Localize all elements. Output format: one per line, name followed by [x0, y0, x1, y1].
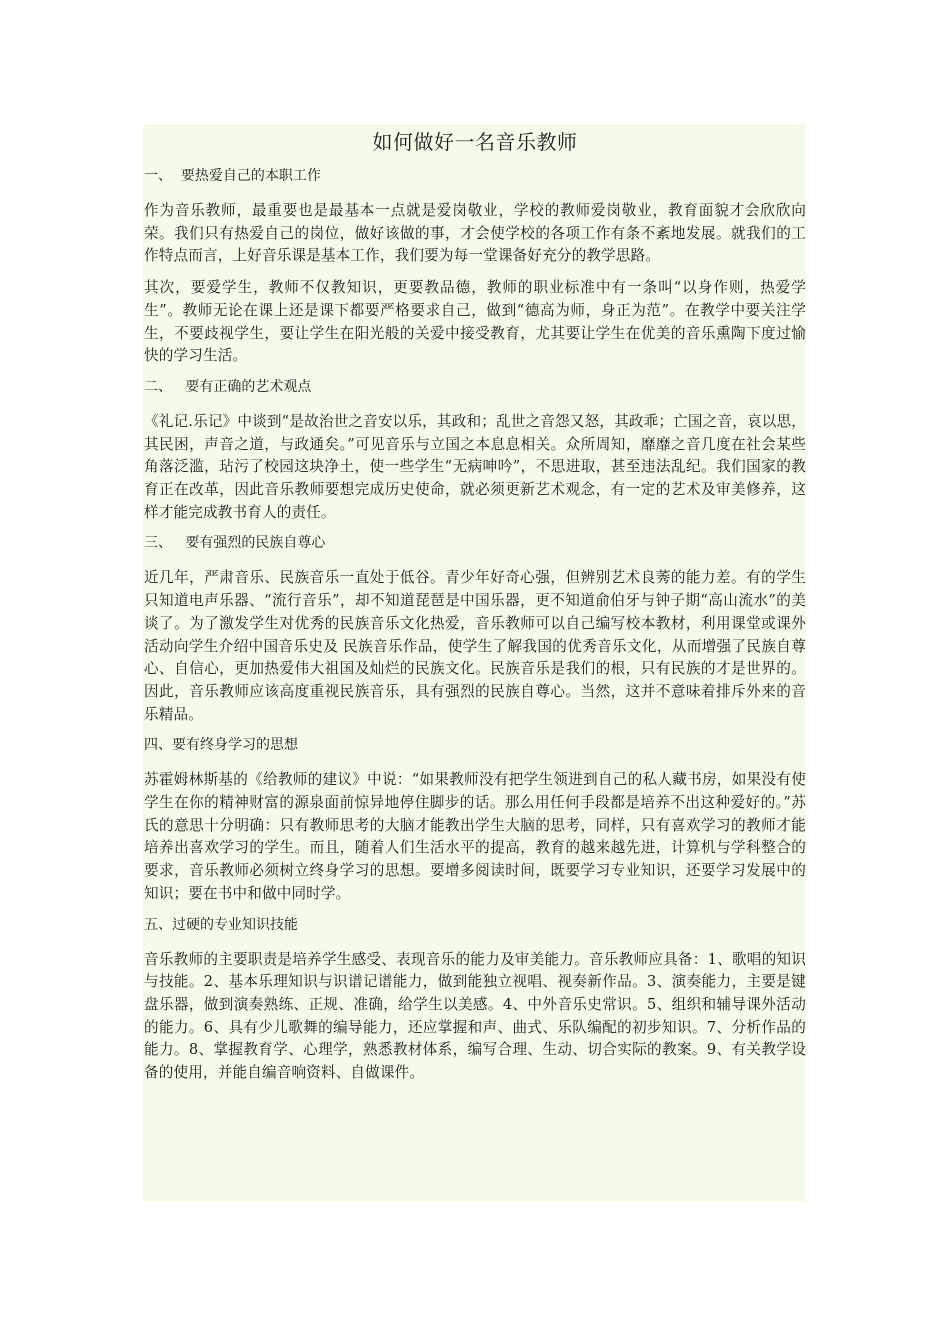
section-heading: 四、要有终身学习的思想	[144, 737, 298, 754]
section-3	[144, 533, 806, 726]
paragraph: 近几年，严肃音乐、民族音乐一直处于低谷。青少年好奇心强，但辨别艺术良莠的能力差。有的学生只知道电声乐器、“流行音乐”，却不知道琵琶是中国乐器，更不知道俞伯牙与钟子期“高山流水”的美谈了。为了激发学生对优秀的民族音乐文化热爱，音乐教师可以自己编写校本教材，利用课堂或课外活动向学生介绍中国音乐史及 民族音乐作品，使学生了解我国的优秀音乐文化，从而增强了民族自尊心、自信心，更加热爱伟大祖国及灿烂的民族文化。民族音乐是我们的根，只有民族的才是世界的。因此，音乐教师应该高度重视民族音乐，具有强烈的民族自尊心。当然，这并不意味着排斥外来的音乐精品。	[144, 569, 806, 723]
section-heading: 三、 要有强烈的民族自尊心	[144, 535, 326, 552]
paragraph: 其次，要爱学生，教师不仅教知识，更要教品德，教师的职业标准中有一条叫“以身作则，热爱学生”。教师无论在课上还是课下都要严格要求自己，做到“德高为师，身正为范”。在教学中要关注学生，不要歧视学生，要让学生在阳光般的关爱中接受教育，尤其要让学生在优美的音乐熏陶下度过愉快的学习生活。	[144, 279, 806, 365]
paragraph: 《礼记.乐记》中谈到“是故治世之音安以乐，其政和；乱世之音怨又怒，其政乖；亡国之音，哀以思，其民困，声音之道，与政通矣。”可见音乐与立国之本息息相关。众所周知，靡靡之音几度在社会某些角落泛滥，玷污了校园这块净土，使一些学生“无病呻吟”，不思进取，甚至违法乱纪。我们国家的教育正在改革，因此音乐教师要想完成历史使命，就必须更新艺术观念，有一定的艺术及审美修养，这样才能完成教书育人的责任。	[144, 412, 806, 521]
paragraph: 苏霍姆林斯基的《给教师的建议》中说：“如果教师没有把学生领进到自己的私人藏书房，如果没有使学生在你的精神财富的源泉面前惊异地停住脚步的话。那么用任何手段都是培养不出这种爱好的。”苏氏的意思十分明确：只有教师思考的大脑才能教出学生大脑的思考，同样，只有喜欢学习的教师才能培养出喜欢学习的学生。而且，随着人们生活水平的提高，教育的越来越先进，计算机与学科整合的要求，音乐教师必须树立终身学习的思想。要增多阅读时间，既要学习专业知识，还要学习发展中的知识；要在书中和做中同时学。	[144, 771, 806, 902]
document-title: 如何做好一名音乐教师	[372, 130, 578, 154]
section-heading: 五、过硬的专业知识技能	[144, 916, 298, 933]
section-heading: 二、 要有正确的艺术观点	[144, 378, 312, 395]
document-panel	[143, 124, 806, 1202]
paragraph: 作为音乐教师，最重要也是最基本一点就是爱岗敬业，学校的教师爱岗敬业，教育面貌才会欣欣向荣。我们只有热爱自己的岗位，做好该做的事，才会使学校的各项工作有条不紊地发展。就我们的工作特点而言，上好音乐课是基本工作，我们要为每一堂课备好充分的教学思路。	[144, 202, 806, 265]
paragraph: 音乐教师的主要职责是培养学生感受、表现音乐的能力及审美能力。音乐教师应具备：1、歌唱的知识与技能。2、基本乐理知识与识谱记谱能力，做到能独立视唱、视奏新作品。3、演奏能力，主要是键盘乐器，做到演奏熟练、正规、准确，给学生以美感。4、中外音乐史常识。5、组织和辅导课外活动的能力。6、具有少儿歌舞的编导能力，还应掌握和声、曲式、乐队编配的初步知识。7、分析作品的能力。8、掌握教育学、心理学，熟悉教材体系，编写合理、生动、切合实际的教案。9、有关教学设备的使用，并能自编音响资料、自做课件。	[144, 950, 806, 1082]
section-5	[144, 915, 806, 1085]
section-4	[144, 735, 806, 905]
section-heading: 一、 要热爱自己的本职工作	[144, 168, 321, 184]
section-1	[144, 166, 806, 368]
section-2	[144, 377, 806, 525]
